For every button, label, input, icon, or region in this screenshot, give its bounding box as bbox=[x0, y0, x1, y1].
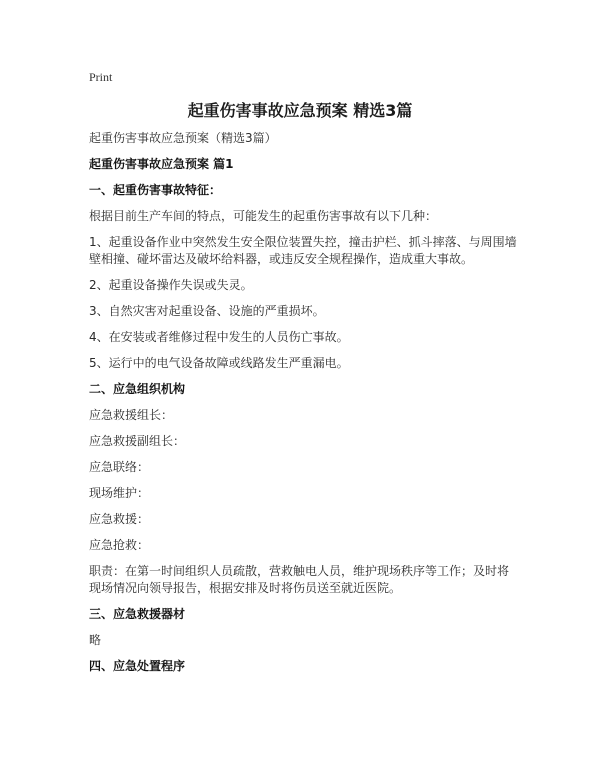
paragraph-omitted: 略 bbox=[89, 633, 102, 647]
document-title: 起重伤害事故应急预案 精选3篇 bbox=[187, 101, 413, 120]
role-site-maintenance: 现场维护： bbox=[89, 486, 150, 500]
document-body bbox=[89, 130, 519, 684]
list-item-2: 2、起重设备操作失误或失灵。 bbox=[89, 278, 253, 292]
section-heading-part1: 起重伤害事故应急预案 篇1 bbox=[89, 157, 234, 171]
list-item-4: 4、在安装或者维修过程中发生的人员伤亡事故。 bbox=[89, 330, 349, 344]
heading-organization: 二、应急组织机构 bbox=[89, 382, 186, 396]
paragraph-responsibilities: 职责：在第一时间组织人员疏散，营救触电人员，维护现场秩序等工作；及时将现场情况向领导报告，根据安排及时将伤员送至就近医院。 bbox=[89, 564, 510, 595]
list-item-5: 5、运行中的电气设备故障或线路发生严重漏电。 bbox=[89, 356, 349, 370]
role-rescue: 应急救援： bbox=[89, 512, 150, 526]
paragraph-intro: 根据目前生产车间的特点，可能发生的起重伤害事故有以下几种： bbox=[89, 209, 438, 223]
role-leader: 应急救援组长： bbox=[89, 408, 174, 422]
role-liaison: 应急联络： bbox=[89, 460, 150, 474]
subtitle-paragraph: 起重伤害事故应急预案（精选3篇） bbox=[89, 131, 277, 145]
role-first-aid: 应急抢救： bbox=[89, 538, 150, 552]
print-link[interactable]: Print bbox=[89, 70, 113, 84]
list-item-3: 3、自然灾害对起重设备、设施的严重损坏。 bbox=[89, 304, 325, 318]
list-item-1: 1、起重设备作业中突然发生安全限位装置失控，撞击护栏、抓斗摔落、与周围墙壁相撞、碰坏雷达及破坏给料器，或违反安全规程操作，造成重大事故。 bbox=[89, 235, 517, 266]
role-deputy-leader: 应急救援副组长： bbox=[89, 434, 186, 448]
heading-procedure: 四、应急处置程序 bbox=[89, 659, 186, 673]
heading-accident-features: 一、起重伤害事故特征： bbox=[89, 183, 222, 197]
heading-equipment: 三、应急救援器材 bbox=[89, 607, 186, 621]
